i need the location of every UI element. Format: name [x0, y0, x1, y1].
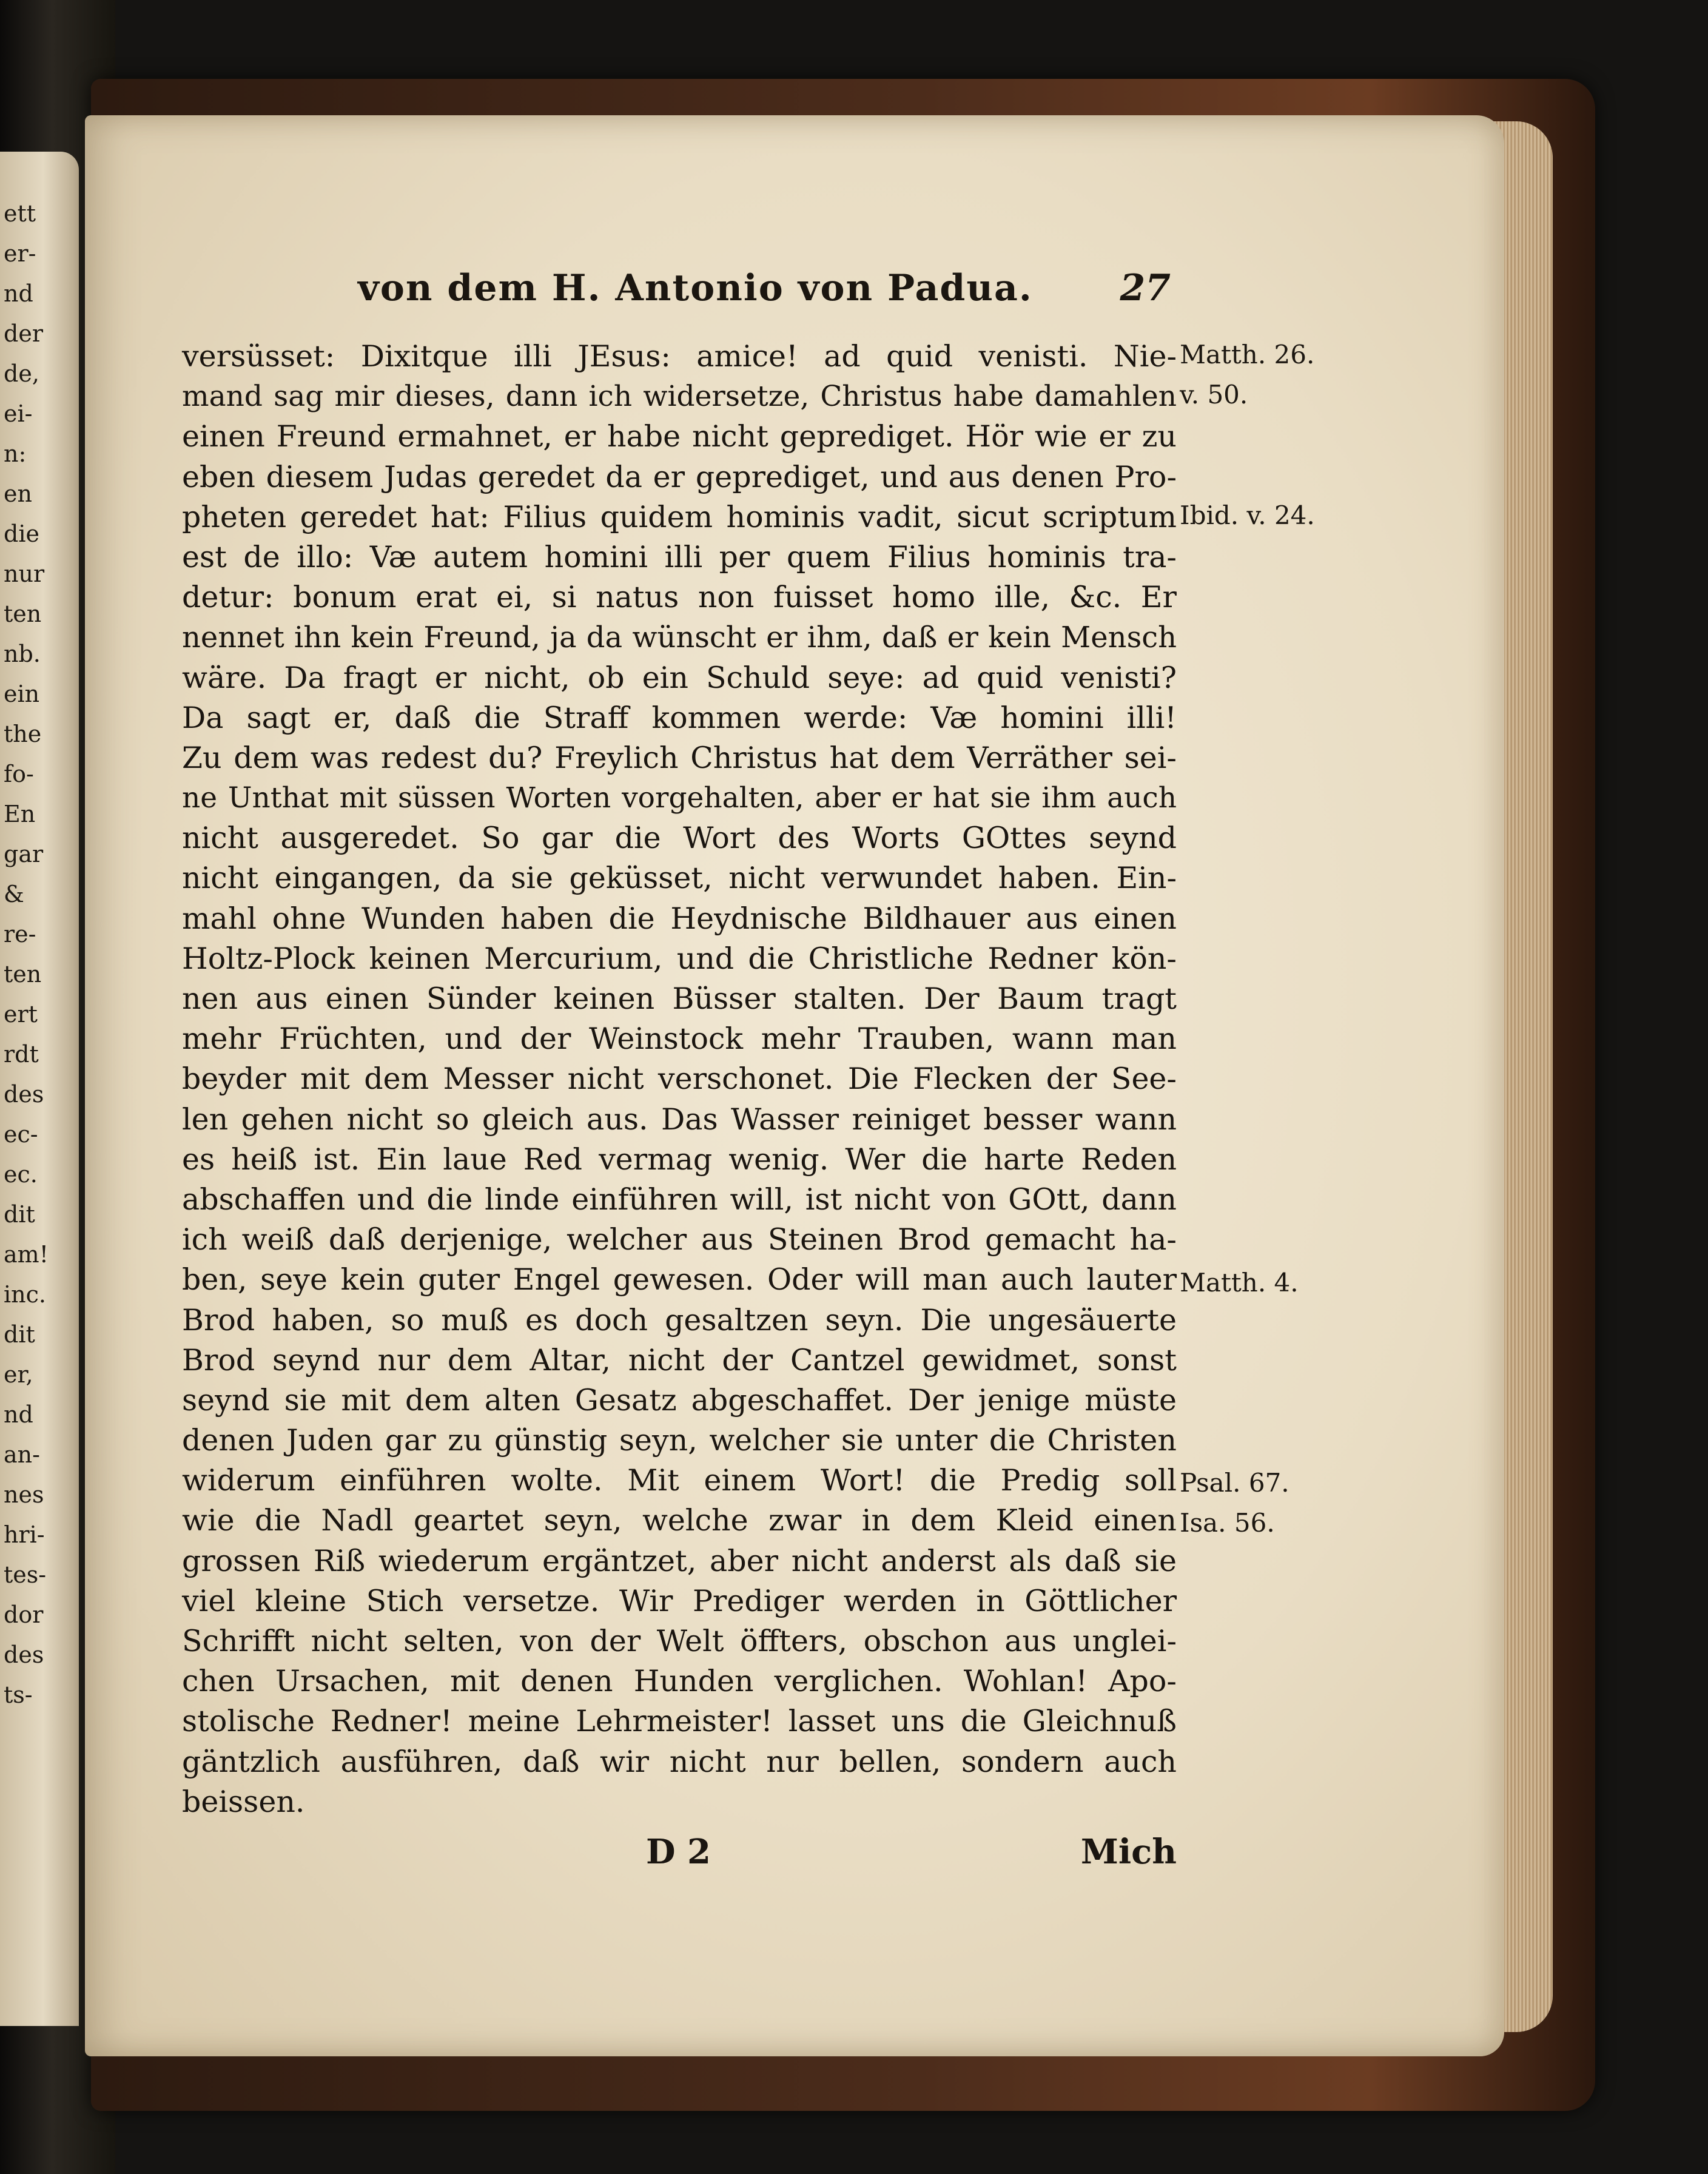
facing-page-fragment: gar [4, 841, 44, 867]
facing-page-fragment: tes- [4, 1561, 47, 1588]
marginal-note: Psal. 67. [1180, 1468, 1289, 1498]
page-footer [182, 1832, 1177, 1880]
facing-page-fragment: nur [4, 560, 45, 587]
text-line: grossen Riß wiederum ergäntzet, aber nicht anderst als daß sie [182, 1543, 1177, 1578]
text-line: Brod haben, so muß es doch gesaltzen seyn. Die ungesäuerte [182, 1302, 1177, 1338]
facing-page-edge [0, 152, 79, 2026]
facing-page-fragment: nd [4, 280, 33, 307]
text-line: mehr Früchten, und der Weinstock mehr Trauben, wann man [182, 1021, 1177, 1057]
facing-page-fragment: fo- [4, 761, 34, 787]
facing-page-fragment: des [4, 1641, 44, 1668]
text-line: pheten geredet hat: Filius quidem hominis vadit, sicut scriptum [182, 499, 1177, 534]
text-line: Holtz-Plock keinen Mercurium, und die Christliche Redner kön- [182, 941, 1177, 976]
text-line: Zu dem was redest du? Freylich Christus hat dem Verräther sei- [182, 740, 1177, 775]
text-line: versüsset: Dixitque illi JEsus: amice! ad quid venisti. Nie- [182, 339, 1177, 374]
text-line: es heiß ist. Ein laue Red vermag wenig. Wer die harte Reden [182, 1142, 1177, 1177]
facing-page-fragment: re- [4, 921, 36, 947]
text-line: nennet ihn kein Freund, ja da wünscht er ihm, daß er kein Mensch [182, 621, 1177, 655]
text-line: einen Freund ermahnet, er habe nicht geprediget. Hör wie er zu [182, 419, 1177, 454]
facing-page-fragment: ts- [4, 1681, 33, 1708]
text-line: abschaffen und die linde einführen will, ist nicht von GOtt, dann [182, 1182, 1177, 1217]
facing-page-fragment: nd [4, 1401, 33, 1428]
facing-page-fragment: er, [4, 1361, 33, 1388]
running-title: von dem H. Antonio von Padua. [358, 267, 1033, 309]
facing-page-fragment: ert [4, 1001, 38, 1028]
marginal-note: v. 50. [1180, 380, 1248, 409]
facing-page-fragment: ei- [4, 400, 33, 427]
text-line: eben diesem Judas geredet da er geprediget, und aus denen Pro- [182, 459, 1177, 494]
text-line: denen Juden gar zu günstig seyn, welcher sie unter die Christen [182, 1423, 1177, 1458]
facing-page-fragment: En [4, 801, 36, 827]
facing-page-fragment: ten [4, 601, 42, 627]
text-line: viel kleine Stich versetze. Wir Prediger werden in Göttlicher [182, 1583, 1177, 1618]
text-line: len gehen nicht so gleich aus. Das Wasser reiniget besser wann [182, 1102, 1177, 1137]
facing-page-fragment: an- [4, 1441, 40, 1468]
text-line: widerum einführen wolte. Mit einem Wort! die Predig soll [182, 1463, 1177, 1498]
text-line: mahl ohne Wunden haben die Heydnische Bildhauer aus einen [182, 901, 1177, 936]
catchword: Mich [1080, 1832, 1177, 1872]
facing-page-fragment: & [4, 881, 24, 907]
facing-page-fragment: ett [4, 200, 36, 227]
text-line: Schrifft nicht selten, von der Welt öffters, obschon aus unglei- [182, 1624, 1177, 1658]
facing-page-fragment: des [4, 1081, 44, 1108]
text-line: stolische Redner! meine Lehrmeister! lasset uns die Gleichnuß [182, 1704, 1177, 1739]
page-number: 27 [1120, 267, 1171, 309]
text-line: beissen. [182, 1784, 305, 1819]
text-line: chen Ursachen, mit denen Hunden verglichen. Wohlan! Apo- [182, 1664, 1177, 1699]
facing-page-fragment: hri- [4, 1521, 45, 1548]
text-line: ich weiß daß derjenige, welcher aus Steinen Brod gemacht ha- [182, 1222, 1177, 1257]
facing-page-fragment: dit [4, 1201, 35, 1228]
facing-page-fragment: dor [4, 1601, 44, 1628]
facing-page-fragment: nb. [4, 641, 41, 667]
text-line: ne Unthat mit süssen Worten vorgehalten, aber er hat sie ihm auch [182, 781, 1177, 815]
body-text [182, 337, 1177, 1822]
text-line: nen aus einen Sünder keinen Büsser stalten. Der Baum tragt [182, 981, 1177, 1016]
facing-page-fragment: en [4, 480, 32, 507]
facing-page-fragment: die [4, 520, 39, 547]
running-head [358, 267, 1171, 321]
facing-page-fragment: de, [4, 360, 39, 387]
facing-page-fragment: am! [4, 1241, 49, 1268]
marginal-note: Matth. 26. [1180, 340, 1315, 369]
text-line: gäntzlich ausführen, daß wir nicht nur bellen, sondern auch [182, 1744, 1177, 1779]
facing-page-fragment: ten [4, 961, 42, 988]
facing-page-fragment: ec. [4, 1161, 38, 1188]
marginal-note: Ibid. v. 24. [1180, 500, 1315, 530]
facing-page-fragment: ein [4, 681, 40, 707]
text-line: Da sagt er, daß die Straff kommen werde: Væ homini illi! [182, 700, 1177, 735]
text-line: mand sag mir dieses, dann ich widersetze, Christus habe damahlen [182, 380, 1177, 414]
facing-page-fragment: rdt [4, 1041, 39, 1068]
text-line: ben, seye kein guter Engel gewesen. Oder will man auch lauter [182, 1262, 1177, 1297]
text-line: wäre. Da fragt er nicht, ob ein Schuld seye: ad quid venisti? [182, 660, 1177, 695]
text-line: detur: bonum erat ei, si natus non fuisset homo ille, &c. Er [182, 580, 1177, 615]
facing-page-fragment: dit [4, 1321, 35, 1348]
text-line: nicht eingangen, da sie geküsset, nicht verwundet haben. Ein- [182, 861, 1177, 896]
signature-mark: D 2 [646, 1832, 711, 1872]
text-line: Brod seynd nur dem Altar, nicht der Cantzel gewidmet, sonst [182, 1342, 1177, 1378]
facing-page-fragment: the [4, 721, 42, 747]
text-line: beyder mit dem Messer nicht verschonet. Die Flecken der See- [182, 1062, 1177, 1097]
facing-page-fragment: nes [4, 1481, 44, 1508]
facing-page-fragment: ec- [4, 1121, 38, 1148]
marginal-note: Matth. 4. [1180, 1268, 1299, 1297]
text-line: wie die Nadl geartet seyn, welche zwar in dem Kleid einen [182, 1503, 1177, 1538]
marginal-note: Isa. 56. [1180, 1508, 1275, 1538]
facing-page-fragment: er- [4, 240, 36, 267]
text-line: seynd sie mit dem alten Gesatz abgeschaffet. Der jenige müste [182, 1382, 1177, 1418]
facing-page-fragment: inc. [4, 1281, 46, 1308]
facing-page-fragment: der [4, 320, 43, 347]
text-line: est de illo: Væ autem homini illi per quem Filius hominis tra- [182, 539, 1177, 574]
facing-page-fragment: n: [4, 440, 27, 467]
text-line: nicht ausgeredet. So gar die Wort des Worts GOttes seynd [182, 821, 1177, 856]
